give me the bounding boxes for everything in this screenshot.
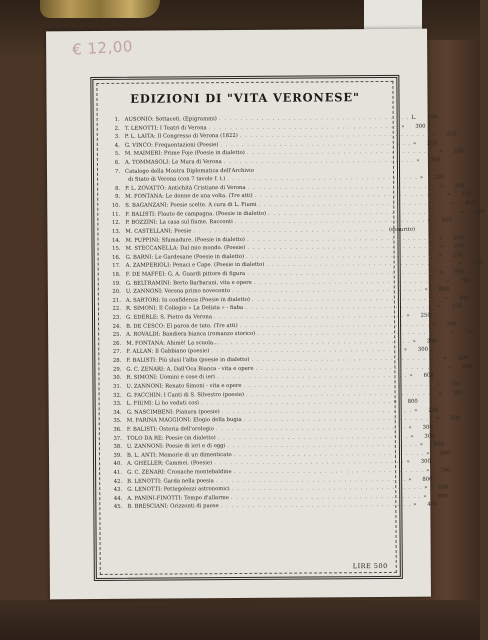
dot-leader: . . . . . . . . . . . . . . . . . . . . . . . . . . . . . . . . . . . . (220, 140, 412, 148)
entry-number: 25. (112, 332, 122, 339)
entry-title: S. BAGANZANI: Poesie scelte. A cura di L. Fiumi (125, 201, 257, 209)
entry-price: 300 (422, 424, 433, 431)
dot-leader: . . . . . . . . . . . . . . . . . . . . . . . . . . . . . . . . . . . . (233, 450, 425, 458)
entry-number: 32. (113, 392, 122, 399)
dot-leader: . . . . . . . . . . . . . . . . . . . . . . . . . . . . . . . . . . . . (221, 407, 413, 415)
currency-mark: » (438, 252, 442, 259)
dot-leader: . . . . . . . . . . . . . . . . . . . . . . . . . . . . . . . . . . . . (227, 175, 418, 183)
entry-number: 17. (112, 263, 121, 270)
currency-mark: » (436, 381, 440, 388)
entry-number: 16. (112, 254, 121, 261)
catalog-page (46, 29, 485, 600)
currency-mark: » (419, 174, 424, 181)
dot-leader: . . . . . . . . . . . . . . . . . . . . . . . . . . . . . . . . . . . . (247, 183, 439, 191)
currency-mark: » (432, 321, 436, 328)
entry-title: M. CASTELLANI: Poesie (125, 228, 192, 235)
entry-title: M. FARINA MAGGIONI: Elogio della bugia (126, 417, 242, 425)
entry-number: 30. (112, 375, 122, 382)
entry-title: A. PANINI-FINOTTI: Tempo d'allarme (127, 494, 229, 502)
dot-leader: . . . . . . . . . . . . . . . . . . . . . . . . . . . . . . . . . . . . (239, 321, 431, 329)
entry-title: A. ROVALDI: Bandiera bianca (romanzo storico) (126, 331, 256, 339)
dot-leader: . . . . . . . . . . . . . . . . . . . . . . . . . . . . . . . . . . . . (245, 304, 436, 312)
entry-title: T. LENOTTI: I Teatri di Verona (124, 124, 207, 132)
currency-mark: » (439, 269, 443, 276)
entry-price: 800 (422, 476, 433, 483)
currency-mark: » (447, 192, 451, 199)
entry-title: A. GHELLER: Cammei. (Poesie) (127, 460, 213, 468)
entry-number: 43. (113, 487, 123, 494)
entry-number: 18. (112, 271, 121, 278)
dot-leader: . . . . . . . . . . . . . . . . . . . . . . . . . . . . . . . . . . . . (213, 312, 405, 321)
entry-price: 200 (461, 191, 472, 198)
entry-price: 600 (433, 441, 445, 448)
dot-leader: . . . . . . . . . . . . . . . . . . . . . . . . . . . . . . . . . . . . (232, 286, 423, 295)
entry-number: 42. (113, 478, 123, 485)
entry-number: 36. (113, 426, 122, 433)
currency-mark: » (413, 502, 417, 509)
currency-mark: » (439, 243, 444, 250)
entry-number: 21. (112, 297, 121, 304)
entry-price: 300 (458, 355, 469, 362)
entry-title: M. FONTANA: Ahimè! La scuola... (126, 339, 219, 347)
footer-price: LIRE 500 (352, 561, 388, 571)
currency-mark: » (436, 415, 440, 422)
dot-leader: . . . . . . . . . . . . . . . . . . . . . . . . . . . . . . . . . . . . (258, 200, 450, 208)
entry-price: 250 (427, 140, 438, 147)
dot-leader: . . . . . . . . . . . . . . . . . . . . . . . . . . . . . . . . . . . . (230, 493, 422, 501)
entry-number: 41. (113, 469, 123, 476)
currency-mark: » (439, 235, 443, 242)
entry-title: F. ALLAN: Il Gabbiano (poesie) (126, 348, 210, 356)
entry-number: 12. (111, 220, 121, 227)
entry-number: 37. (113, 435, 122, 442)
entry-price: 250 (433, 174, 445, 181)
currency-mark: L. (411, 114, 417, 121)
entry-number: 14. (112, 237, 121, 244)
currency-mark: » (393, 399, 397, 406)
entry-title: L. FIUMI: Li ho veduti così (126, 400, 199, 407)
entry-number: 6. (114, 159, 120, 166)
currency-mark: » (460, 209, 464, 216)
entry-title: P. BOZZINI: La casa sul fiume. Racconti (125, 219, 233, 227)
entry-title: G. C. ZENARI: Cronache montebaldine (127, 469, 232, 476)
entry-title: P. L. ZOVATTO: Antichità Cristiane di Verona (125, 184, 246, 192)
entry-title: G. FACCHIN: I Canti di S. Silvestro (poesie) (126, 391, 245, 399)
white-card-corner (364, 0, 422, 30)
entry-title: F. DE MAFFEI: G. A. Guardi pittore di figura (125, 270, 246, 278)
entry-price: 600 (423, 372, 434, 379)
entry-number: 45. (113, 504, 123, 511)
entry-price: 300 (420, 459, 431, 466)
dot-leader: . . . . . . . . . . . . . . . . . . . . . . . . . . . . . . . . . . . . (223, 157, 415, 166)
currency-mark: » (410, 433, 414, 440)
dot-leader: . . . . . . . . . . . . . . . . . . . . . . . . . . . . . . . . . . . . (216, 373, 408, 381)
entry-price: 600 (440, 450, 451, 457)
entry-number: 29. (112, 366, 122, 373)
publication-list (106, 114, 485, 512)
dot-leader: . . . . . . . . . . . . . . . . . . . . . . . . . . . . . . . . . . . . (247, 269, 438, 277)
entry-title: B. BRESCIANI: Orizzonti di paese (127, 503, 219, 511)
entry-price: 250 (453, 243, 465, 250)
entry-title: B. LENOTTI: Garda nella poesia (127, 477, 214, 485)
entry-number: 2. (114, 125, 120, 132)
entry-price: 300 (426, 338, 437, 345)
entry-number: 5. (114, 151, 120, 158)
entry-title: R. SIMONI: Il Collegio « La Delizia » - fiaba (125, 305, 244, 313)
entry-price: 750 (463, 329, 475, 336)
dot-leader: . . . . . . . . . . . . . . . . . . . . . . . . . . . . . . . . . . . . (254, 192, 446, 200)
entry-price: 250 (446, 131, 457, 138)
entry-number: 40. (113, 461, 123, 468)
currency-mark: » (406, 459, 410, 466)
entry-title: G. VINCO: Frequentazioni (Poesie) (124, 141, 219, 149)
entry-price: 700 (440, 467, 451, 474)
dot-leader: . . . . . . . . . . . . . . . . . . . . . . . . . . . . . . . . . . . . (246, 252, 437, 260)
entry-title: R. SIMONI: Uomini e cose di ieri (126, 374, 216, 382)
entry-price: 900 (437, 493, 448, 500)
catalog-title: EDIZIONI DI "VITA VERONESE" (130, 90, 360, 106)
dot-leader: . . . . . . . . . . . . . . . . . . . . . . . . . . . . . . . . . . . . (243, 381, 435, 389)
entry-price: 250 (453, 234, 464, 242)
dot-leader: . . . . . . . . . . . . . . . . . . . . . . . . . . . . . . . . . . . . (214, 459, 405, 467)
dot-leader: . . . . . . . . . . . . . . . . . . . . . . . . . . . . . . . . . . . . (246, 235, 438, 243)
dot-leader: . . . . . . . . . . . . . . . . . . . . . . . . . . . . . . . . . . . . (227, 441, 418, 450)
entry-price: 300 (450, 415, 461, 422)
entry-number: 26. (112, 340, 122, 347)
dot-leader: . . . . . . . . . . . . . . . . . . . . . . . . . . . . . . . . . . . . (215, 424, 407, 433)
dot-leader: . . . . . . . . . . . . . . . . . . . . . . . . . . . . . . . . . . . . (266, 260, 457, 269)
currency-mark: » (439, 149, 443, 156)
entry-title: A. TOMMASOLI: Le Mura di Verona (124, 159, 222, 166)
entry-price: 100 (427, 114, 438, 121)
currency-mark: » (409, 373, 413, 380)
entry-price: 300 (458, 295, 469, 302)
dot-leader: . . . . . . . . . . . . . . . . . . . . . . . . . . . . . . . . . . . . (193, 226, 384, 235)
entry-number: 1. (114, 116, 120, 123)
entry-price: 300 (417, 347, 429, 354)
dot-leader: . . . . . . . . . . . . . . . . . . . . . . . . . . . . . . . . . . . . (220, 338, 411, 346)
entry-title: U. ZANNONI: Renato Simoni - vita e opere (126, 382, 242, 390)
entry-title: P. L. LAITA: Il Congresso di Verona (1822) (124, 133, 238, 141)
currency-mark: » (426, 467, 430, 474)
dot-leader: . . . . . . . . . . . . . . . . . . . . . . . . . . . . . . . . . . . . (220, 502, 412, 510)
currency-mark: » (408, 424, 412, 431)
entry-price: 300 (454, 183, 465, 190)
currency-mark: » (451, 200, 455, 207)
entry-price: 300 (424, 433, 435, 440)
dot-leader: . . . . . . . . . . . . . . . . . . . . . . . . . . . . . . . . . . . . (251, 295, 443, 303)
entry-number: 27. (112, 349, 122, 356)
entry-price: 300 (415, 123, 426, 130)
entry-number: 19. (112, 280, 121, 287)
handwritten-price: € 12,00 (71, 37, 134, 59)
dot-leader: . . . . . . . . . . . . . . . . . . . . . . . . . . . . . . . . . . . . (200, 399, 392, 407)
dot-leader: . . . . . . . . . . . . . . . . . . . . . . . . . . . . . . . . . . . . (247, 243, 438, 252)
entry-title: Catalogo della Mostra Diplomatica dell'Archivio (124, 167, 254, 175)
currency-mark: » (446, 278, 450, 285)
entry-title: F. BALISTI: Più slusi l'alba (poesie in dialetto) (126, 356, 250, 364)
dot-leader: . . . . . . . . . . . . . . . . . . . . . . . . . . . . . . . . . . . . (218, 114, 410, 123)
decorative-frame (90, 75, 485, 581)
wood-background-bottom (0, 600, 480, 640)
currency-mark: » (424, 286, 428, 293)
entry-number: 20. (112, 289, 121, 296)
entry-price: 600 (462, 364, 473, 371)
entry-title: B. L. ANTI: Memorie di un dimenticato (126, 451, 232, 459)
currency-mark: » (401, 123, 405, 130)
entry-price: 250 (420, 312, 431, 319)
entry-title: G. BARNI: Le Gardesane (Poesie in dialetto) (125, 253, 245, 261)
entry-price: 300 (452, 389, 463, 397)
entry-title: di Stato di Verona (con 7 tavole f. t.) (128, 176, 226, 184)
entry-price: 400 (427, 502, 438, 509)
dot-leader: . . . . . . . . . . . . . . . . . . . . . . . . . . . . . . . . . . . . (251, 355, 443, 363)
currency-mark: » (444, 355, 448, 362)
entry-title: AUSONIO: Sottaceti. (Epigrammi) (124, 116, 217, 123)
dot-leader: . . . . . . . . . . . . . . . . . . . . . . . . . . . . . . . . . . . . (245, 390, 437, 398)
entry-number: 3. (114, 134, 120, 141)
entry-price: 500 (438, 484, 449, 491)
dot-leader: . . . . . . . . . . . . . . . . . . . . . . . . . . . . . . . . . . . . (243, 415, 435, 424)
entry-price: 300 (474, 208, 485, 216)
entry-number: 11. (111, 211, 121, 218)
dot-leader: . . . . . . . . . . . . . . . . . . . . . . . . . . . . . . . . . . . . (233, 467, 425, 476)
dot-leader: . . . . . . . . . . . . . . . . . . . . . . . . . . . . . . . . . . . . (253, 278, 445, 286)
currency-mark: » (412, 338, 416, 345)
entry-title: F. BALISTI: Osteria dell'orologio (126, 426, 214, 433)
entry-title: TOLO DA RE: Poesie (in dialetto) (126, 434, 216, 442)
entry-price: 250 (452, 252, 463, 259)
entry-title: M. FONTANA: Le donne de una volta. (Tre atti) (125, 193, 253, 201)
dot-leader: . . . . . . . . . . . . . . . . . . . . . . . . . . . . . . . . . . . . (268, 209, 459, 217)
entry-price: (esaurito) (388, 226, 416, 233)
currency-mark: » (427, 217, 431, 224)
currency-mark: » (416, 157, 420, 164)
entry-title: U. ZANNONI: Verona primo novecento (125, 288, 231, 295)
dot-leader: . . . . . . . . . . . . . . . . . . . . . . . . . . . . . . . . . . . . (217, 433, 409, 441)
entry-number: 4. (114, 142, 120, 149)
entry-title: G. BELTRAMINI: Berto Barbarani, vita e opere (125, 279, 252, 287)
entry-price: 450 (465, 200, 476, 207)
entry-number: 13. (111, 228, 121, 235)
currency-mark: » (424, 484, 428, 491)
entry-title: B. DE CESCO: El paron de tuto. (Tre atti) (126, 322, 238, 330)
entry-number: 8. (115, 185, 121, 192)
entry-number: 34. (113, 409, 122, 416)
currency-mark: » (437, 303, 442, 311)
dot-leader: . . . . . . . . . . . . . . . . . . . . . . . . . . . . . . . . . . . . (255, 364, 447, 372)
currency-mark: » (419, 441, 424, 448)
entry-price: 700 (460, 277, 471, 285)
entry-number: 15. (112, 245, 121, 253)
entry-number: 10. (111, 202, 121, 209)
entry-title: G. EDERLE: S. Pietro da Verona (126, 314, 213, 321)
entry-price: 250 (453, 148, 464, 155)
currency-mark: » (412, 140, 417, 147)
currency-mark: » (440, 183, 444, 190)
entry-number: 39. (113, 452, 123, 459)
entry-price: 800 (407, 398, 418, 405)
entry-number: 44. (113, 495, 123, 502)
entry-title: F. BALISTI: Flauto de campagna. (Poesie in dialetto) (125, 210, 267, 218)
entry-price: 250 (428, 407, 439, 414)
entry-title: A. ZAMPERIOLI: Penaci e Cape. (Poesie in dialetto) (125, 262, 265, 270)
entry-title: M. PUPPINI: Sfumadure. (Poesie in dialetto) (125, 236, 246, 244)
currency-mark: » (438, 390, 442, 397)
currency-mark: » (408, 476, 412, 483)
entry-title: G. NASCIMBENI: Pianura (poesie) (126, 408, 220, 416)
entry-number: 7. (114, 168, 121, 175)
dot-leader: . . . . . . . . . . . . . . . . . . . . . . . . . . . . . . . . . . . . (215, 476, 407, 484)
entry-price: 250 (451, 303, 463, 310)
currency-mark: » (406, 312, 410, 319)
entry-number: 23. (112, 314, 122, 321)
currency-mark: » (444, 295, 448, 302)
dot-leader: . . . . . . . . . . . . . . . . . . . . . . . . . . . . . . . . . . . . (208, 123, 400, 131)
currency-mark: » (432, 131, 436, 138)
entry-title: A. SARTORI: In confidensa (Poesie in dialetto) (125, 296, 251, 304)
entry-price: 750 (450, 381, 461, 388)
currency-mark: » (426, 450, 430, 457)
entry-price: 300 (430, 157, 441, 164)
currency-mark: » (458, 260, 463, 267)
entry-price: 300 (446, 321, 457, 328)
entry-number: 31. (113, 383, 122, 390)
dot-leader: . . . . . . . . . . . . . . . . . . . . . . . . . . . . . . . . . . . . (257, 329, 448, 338)
dot-leader: . . . . . . . . . . . . . . . . . . . . . . . . . . . . . . . . . . . . (234, 218, 426, 226)
entry-number: 33. (113, 400, 122, 407)
currency-mark: » (403, 347, 408, 354)
currency-mark: » (447, 364, 452, 371)
currency-mark: » (423, 493, 427, 500)
dot-leader: . . . . . . . . . . . . . . . . . . . . . . . . . . . . . . . . . . . . (239, 131, 431, 140)
dot-leader: . . . . . . . . . . . . . . . . . . . . . . . . . . . . . . . . . . . . (231, 484, 423, 493)
entry-price: 250 (473, 260, 484, 267)
entry-number: 28. (112, 357, 122, 364)
entry-number: 9. (115, 194, 121, 201)
entry-title: G. LENOTTI: Pettegolezzi astronomici (127, 486, 230, 493)
entry-price: 300 (441, 217, 452, 224)
entry-number: 24. (112, 323, 122, 330)
entry-title: G. C. ZENARI: A. Dall'Oca Bianca - vita e opere (126, 365, 254, 373)
gilded-ornament (40, 0, 160, 18)
currency-mark: » (414, 407, 418, 414)
entry-title: M. MAIMERI: Prime Foje (Poesie in dialetto) (124, 150, 245, 158)
entry-number: 35. (113, 418, 122, 425)
dot-leader: . . . . . . . . . . . . . . . . . . . . . . . . . . . . . . . . . . . . (246, 149, 438, 157)
entry-number: 22. (112, 306, 121, 313)
entry-price: 800 (438, 286, 449, 293)
dot-leader: . . . . . . . . . . . . . . . . . . . . . . . . . . . . . . . . . . . . (211, 347, 402, 355)
entry-price: 700 (453, 269, 464, 276)
entry-title: U. ZANNONI: Poesie di ieri e di oggi (126, 443, 226, 450)
currency-mark: » (449, 329, 454, 336)
entry-number: 38. (113, 443, 122, 451)
entry-title: M. STECCANELLA: Dal mio mondo. (Poesie) (125, 245, 246, 252)
